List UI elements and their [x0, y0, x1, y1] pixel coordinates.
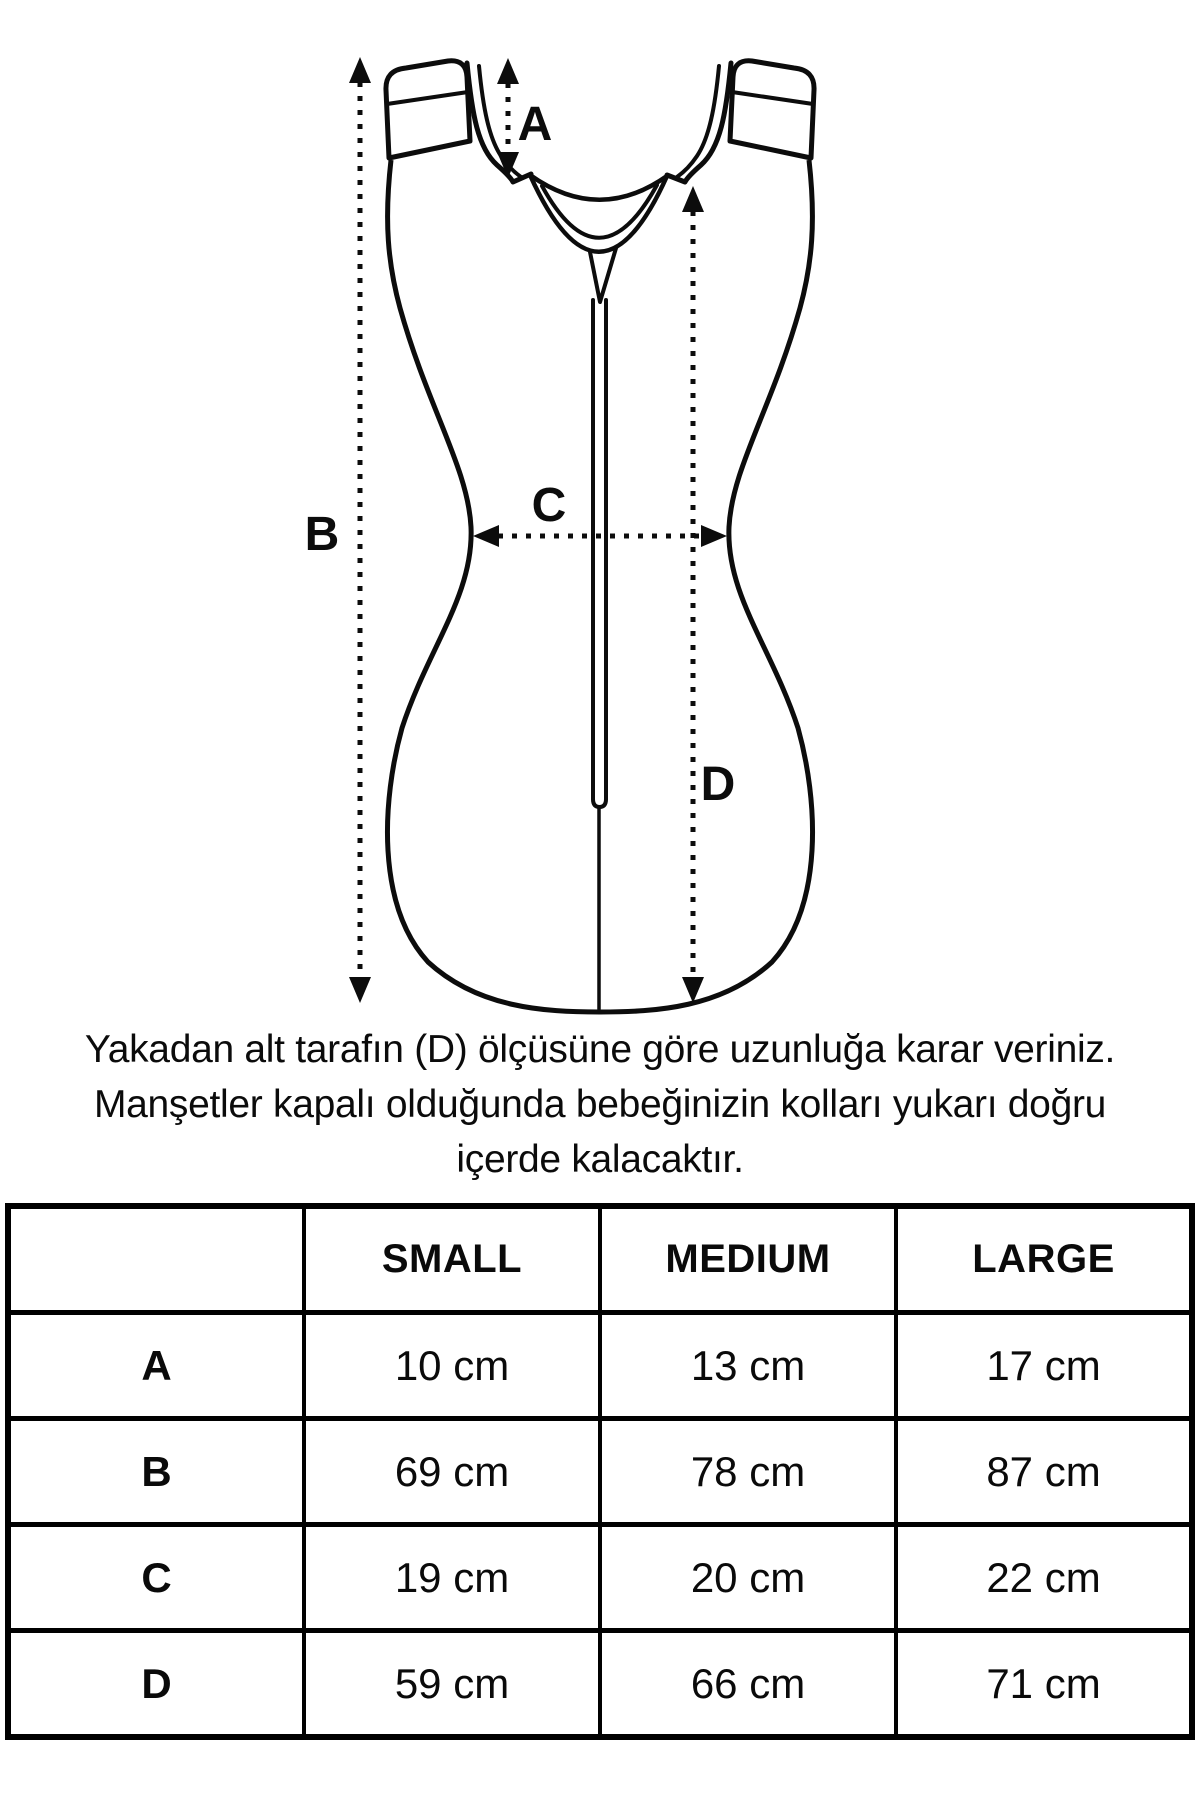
- header-cell-empty: [8, 1206, 304, 1313]
- value-d-large: 71 cm: [896, 1631, 1192, 1738]
- size-table-row-a: [8, 1313, 1192, 1419]
- instruction-line-2: Manşetler kapalı olduğunda bebeğinizin kolları yukarı doğru: [93, 1083, 1107, 1126]
- size-table-row-b: [8, 1419, 1192, 1525]
- left-cuff: [386, 61, 470, 158]
- value-d-small: 59 cm: [304, 1631, 600, 1738]
- instructions-block: [0, 1022, 1200, 1187]
- header-cell-large: LARGE: [896, 1206, 1192, 1313]
- value-a-large: 17 cm: [896, 1313, 1192, 1419]
- header-cell-medium: MEDIUM: [600, 1206, 896, 1313]
- row-label-b: B: [8, 1419, 304, 1525]
- header-cell-small: SMALL: [304, 1206, 600, 1313]
- measure-label-a: A: [517, 98, 553, 151]
- value-d-medium: 66 cm: [600, 1631, 896, 1738]
- instruction-line-3: içerde kalacaktır.: [456, 1138, 744, 1181]
- measure-label-d: D: [700, 758, 736, 811]
- size-table-row-d: [8, 1631, 1192, 1738]
- value-b-small: 69 cm: [304, 1419, 600, 1525]
- value-c-medium: 20 cm: [600, 1525, 896, 1631]
- row-label-a: A: [8, 1313, 304, 1419]
- size-table: [5, 1203, 1195, 1740]
- measure-arrow-b: [349, 57, 371, 1003]
- row-label-d: D: [8, 1631, 304, 1738]
- measure-label-b: B: [304, 508, 340, 561]
- value-a-medium: 13 cm: [600, 1313, 896, 1419]
- value-c-large: 22 cm: [896, 1525, 1192, 1631]
- instruction-line-1: Yakadan alt tarafın (D) ölçüsüne göre uzunluğa karar veriniz.: [84, 1028, 1116, 1071]
- measure-label-c: C: [531, 479, 567, 532]
- row-label-c: C: [8, 1525, 304, 1631]
- value-a-small: 10 cm: [304, 1313, 600, 1419]
- size-table-row-c: [8, 1525, 1192, 1631]
- value-b-large: 87 cm: [896, 1419, 1192, 1525]
- size-table-header-row: [8, 1206, 1192, 1313]
- value-b-medium: 78 cm: [600, 1419, 896, 1525]
- value-c-small: 19 cm: [304, 1525, 600, 1631]
- right-cuff: [730, 61, 814, 158]
